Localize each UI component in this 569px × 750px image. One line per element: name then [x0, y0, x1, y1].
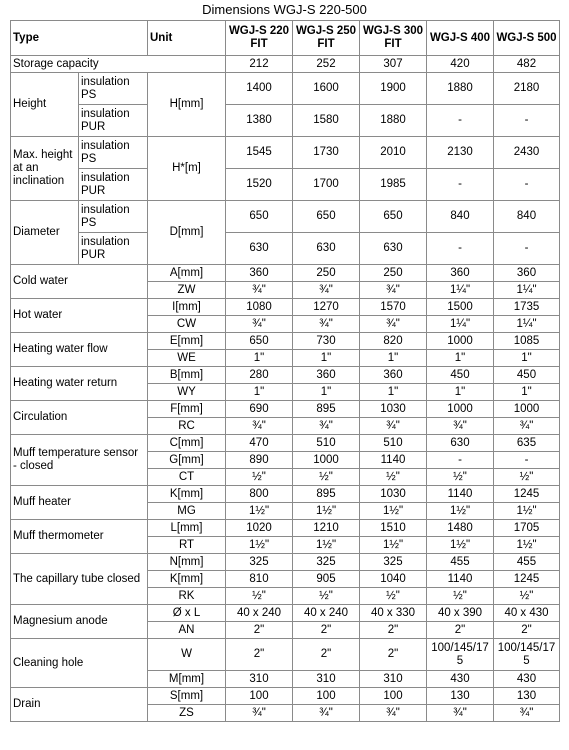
row-unit: CW [148, 316, 226, 333]
table-cell: 430 [494, 671, 560, 688]
table-cell: 325 [226, 554, 293, 571]
table-cell: 1000 [427, 401, 494, 418]
table-cell: 1" [494, 350, 560, 367]
table-cell: 2130 [427, 137, 494, 169]
table-cell: ¾" [360, 705, 427, 722]
table-row [11, 233, 560, 265]
row-sublabel: insulation PUR [79, 105, 148, 137]
table-cell: 1" [226, 384, 293, 401]
table-cell: 1085 [494, 333, 560, 350]
table-cell: - [427, 452, 494, 469]
table-cell: 650 [360, 201, 427, 233]
table-cell: 2" [226, 622, 293, 639]
table-cell: ¾" [226, 705, 293, 722]
table-cell: 2" [360, 639, 427, 671]
table-cell: 1" [427, 350, 494, 367]
table-cell: 430 [427, 671, 494, 688]
table-cell: 420 [427, 56, 494, 73]
table-cell: ¾" [360, 316, 427, 333]
table-cell: 1730 [293, 137, 360, 169]
table-row [11, 137, 560, 169]
table-cell: 1½" [494, 537, 560, 554]
header-model: WGJ-S 250 FIT [293, 21, 360, 56]
table-cell: ¾" [226, 282, 293, 299]
dimensions-table [10, 20, 560, 722]
table-cell: 2010 [360, 137, 427, 169]
table-cell: 1400 [226, 73, 293, 105]
table-cell: 100 [226, 688, 293, 705]
table-cell: 1245 [494, 571, 560, 588]
table-cell: ¾" [427, 418, 494, 435]
table-cell: 1580 [293, 105, 360, 137]
table-row [11, 56, 560, 73]
table-cell: - [427, 169, 494, 201]
row-unit: ZW [148, 282, 226, 299]
table-cell: 455 [427, 554, 494, 571]
header-model: WGJ-S 300 FIT [360, 21, 427, 56]
table-cell: 650 [226, 201, 293, 233]
table-cell: 325 [293, 554, 360, 571]
table-cell: 2180 [494, 73, 560, 105]
row-unit: RK [148, 588, 226, 605]
table-row [11, 169, 560, 201]
table-cell: ½" [494, 588, 560, 605]
table-cell: 510 [293, 435, 360, 452]
table-row [11, 520, 560, 537]
table-cell: - [494, 105, 560, 137]
table-cell: 650 [293, 201, 360, 233]
row-sublabel: insulation PS [79, 137, 148, 169]
table-cell: 1" [360, 350, 427, 367]
table-cell: 360 [226, 265, 293, 282]
row-unit: K[mm] [148, 486, 226, 503]
table-cell: 250 [293, 265, 360, 282]
table-cell: 100 [360, 688, 427, 705]
page-title: Dimensions WGJ-S 220-500 [202, 2, 367, 17]
table-row [11, 435, 560, 452]
table-cell: 40 x 430 [494, 605, 560, 622]
table-cell: 630 [360, 233, 427, 265]
row-unit: C[mm] [148, 435, 226, 452]
row-label: Diameter [11, 201, 79, 265]
row-label: Muff heater [11, 486, 148, 520]
table-cell: ½" [427, 588, 494, 605]
table-row [11, 367, 560, 384]
table-cell: 840 [494, 201, 560, 233]
table-cell: 1½" [427, 537, 494, 554]
row-unit: MG [148, 503, 226, 520]
table-cell: 455 [494, 554, 560, 571]
table-cell: 40 x 330 [360, 605, 427, 622]
table-row [11, 688, 560, 705]
row-sublabel: insulation PS [79, 73, 148, 105]
table-row [11, 265, 560, 282]
table-row [11, 605, 560, 622]
row-label: Cold water [11, 265, 148, 299]
row-label: Hot water [11, 299, 148, 333]
row-unit: I[mm] [148, 299, 226, 316]
table-row [11, 299, 560, 316]
table-cell: 1040 [360, 571, 427, 588]
table-cell: 310 [360, 671, 427, 688]
table-cell: 130 [427, 688, 494, 705]
row-sublabel: insulation PS [79, 201, 148, 233]
table-cell: 1270 [293, 299, 360, 316]
table-cell: 1¼" [427, 282, 494, 299]
table-cell: 1000 [293, 452, 360, 469]
table-cell: 1000 [427, 333, 494, 350]
table-cell: 1000 [494, 401, 560, 418]
table-cell: 730 [293, 333, 360, 350]
table-row [11, 486, 560, 503]
table-cell: ¾" [226, 316, 293, 333]
table-cell: 100/145/175 [494, 639, 560, 671]
table-cell: 40 x 240 [293, 605, 360, 622]
table-cell: 1520 [226, 169, 293, 201]
table-cell: 2" [360, 622, 427, 639]
header-type: Type [11, 21, 148, 56]
table-cell: ¾" [293, 418, 360, 435]
table-cell: 40 x 390 [427, 605, 494, 622]
table-row [11, 401, 560, 418]
table-cell: 130 [494, 688, 560, 705]
row-label: Storage capacity [11, 56, 226, 73]
table-cell: ½" [226, 588, 293, 605]
row-unit: G[mm] [148, 452, 226, 469]
row-label: Muff temperature sensor - closed [11, 435, 148, 486]
table-cell: 630 [293, 233, 360, 265]
table-cell: 482 [494, 56, 560, 73]
table-cell: 212 [226, 56, 293, 73]
table-cell: 40 x 240 [226, 605, 293, 622]
header-model: WGJ-S 400 [427, 21, 494, 56]
table-cell: 800 [226, 486, 293, 503]
table-cell: 1030 [360, 401, 427, 418]
row-unit: CT [148, 469, 226, 486]
row-label: Drain [11, 688, 148, 722]
row-label: Heating water return [11, 367, 148, 401]
table-cell: 810 [226, 571, 293, 588]
table-cell: 1600 [293, 73, 360, 105]
table-cell: 1140 [360, 452, 427, 469]
row-sublabel: insulation PUR [79, 233, 148, 265]
table-cell: 2" [494, 622, 560, 639]
table-cell: ½" [360, 588, 427, 605]
row-label: Cleaning hole [11, 639, 148, 688]
table-cell: 1020 [226, 520, 293, 537]
table-cell: ½" [293, 469, 360, 486]
table-cell: 1245 [494, 486, 560, 503]
row-unit: S[mm] [148, 688, 226, 705]
row-sublabel: insulation PUR [79, 169, 148, 201]
table-row [11, 554, 560, 571]
table-cell: 1¼" [494, 282, 560, 299]
table-cell: - [494, 169, 560, 201]
table-cell: 1880 [427, 73, 494, 105]
table-cell: 1900 [360, 73, 427, 105]
table-cell: 630 [226, 233, 293, 265]
table-cell: 1140 [427, 571, 494, 588]
table-cell: ½" [427, 469, 494, 486]
row-unit: N[mm] [148, 554, 226, 571]
table-cell: 1½" [360, 537, 427, 554]
table-cell: 1" [494, 384, 560, 401]
table-cell: 307 [360, 56, 427, 73]
table-cell: 1880 [360, 105, 427, 137]
row-label: Magnesium anode [11, 605, 148, 639]
table-cell: ¾" [293, 705, 360, 722]
row-unit: M[mm] [148, 671, 226, 688]
table-cell: 1½" [226, 503, 293, 520]
header-model: WGJ-S 500 [494, 21, 560, 56]
row-unit: K[mm] [148, 571, 226, 588]
table-cell: 2" [293, 639, 360, 671]
table-cell: 890 [226, 452, 293, 469]
table-cell: 650 [226, 333, 293, 350]
table-cell: ¾" [293, 316, 360, 333]
table-cell: ½" [360, 469, 427, 486]
table-cell: 895 [293, 401, 360, 418]
table-cell: ¾" [494, 418, 560, 435]
table-cell: ¾" [293, 282, 360, 299]
table-cell: 1700 [293, 169, 360, 201]
table-cell: 1480 [427, 520, 494, 537]
table-cell: 2" [427, 622, 494, 639]
table-cell: 470 [226, 435, 293, 452]
table-cell: 1140 [427, 486, 494, 503]
table-cell: 250 [360, 265, 427, 282]
header-model: WGJ-S 220 FIT [226, 21, 293, 56]
table-cell: 360 [293, 367, 360, 384]
table-cell: 1¼" [427, 316, 494, 333]
table-cell: 1" [293, 350, 360, 367]
table-cell: - [427, 105, 494, 137]
table-cell: 1" [293, 384, 360, 401]
table-cell: 1½" [360, 503, 427, 520]
table-cell: 2430 [494, 137, 560, 169]
table-cell: 1735 [494, 299, 560, 316]
table-cell: 1380 [226, 105, 293, 137]
table-cell: 450 [494, 367, 560, 384]
table-cell: 100 [293, 688, 360, 705]
table-row [11, 201, 560, 233]
table-cell: 1570 [360, 299, 427, 316]
row-label: Max. height at an inclination [11, 137, 79, 201]
table-cell: 325 [360, 554, 427, 571]
table-cell: 905 [293, 571, 360, 588]
table-cell: 1510 [360, 520, 427, 537]
table-cell: 310 [226, 671, 293, 688]
table-cell: ½" [226, 469, 293, 486]
table-cell: ¾" [427, 705, 494, 722]
table-cell: 1210 [293, 520, 360, 537]
row-unit: L[mm] [148, 520, 226, 537]
table-cell: 450 [427, 367, 494, 384]
table-row [11, 73, 560, 105]
table-cell: - [427, 233, 494, 265]
table-cell: 1030 [360, 486, 427, 503]
header-row [11, 21, 560, 56]
table-cell: 1½" [293, 503, 360, 520]
table-cell: 1" [360, 384, 427, 401]
row-unit: AN [148, 622, 226, 639]
table-row [11, 333, 560, 350]
table-cell: ¾" [226, 418, 293, 435]
table-cell: 630 [427, 435, 494, 452]
table-cell: 820 [360, 333, 427, 350]
table-cell: 510 [360, 435, 427, 452]
row-unit: E[mm] [148, 333, 226, 350]
table-cell: - [494, 452, 560, 469]
row-unit: A[mm] [148, 265, 226, 282]
table-row [11, 639, 560, 671]
table-cell: ¾" [360, 418, 427, 435]
table-cell: ½" [293, 588, 360, 605]
row-unit: H*[m] [148, 137, 226, 201]
table-cell: 360 [494, 265, 560, 282]
table-cell: 840 [427, 201, 494, 233]
row-label: Height [11, 73, 79, 137]
table-cell: 2" [293, 622, 360, 639]
row-unit: W [148, 639, 226, 671]
row-unit: B[mm] [148, 367, 226, 384]
table-cell: 1½" [226, 537, 293, 554]
table-cell: - [494, 233, 560, 265]
row-unit: WE [148, 350, 226, 367]
table-cell: 895 [293, 486, 360, 503]
table-cell: ½" [494, 469, 560, 486]
row-label: The capillary tube closed [11, 554, 148, 605]
row-unit: RC [148, 418, 226, 435]
table-cell: 1705 [494, 520, 560, 537]
row-unit: WY [148, 384, 226, 401]
header-unit: Unit [148, 21, 226, 56]
row-label: Heating water flow [11, 333, 148, 367]
table-cell: 2" [226, 639, 293, 671]
table-cell: 100/145/175 [427, 639, 494, 671]
table-cell: 360 [427, 265, 494, 282]
table-row [11, 105, 560, 137]
row-unit: H[mm] [148, 73, 226, 137]
table-cell: 360 [360, 367, 427, 384]
table-cell: 1¼" [494, 316, 560, 333]
row-label: Muff thermometer [11, 520, 148, 554]
row-label: Circulation [11, 401, 148, 435]
table-cell: 1½" [427, 503, 494, 520]
table-cell: 1" [427, 384, 494, 401]
table-cell: 1" [226, 350, 293, 367]
table-cell: 1545 [226, 137, 293, 169]
table-cell: 1½" [293, 537, 360, 554]
table-cell: 280 [226, 367, 293, 384]
table-cell: 1080 [226, 299, 293, 316]
table-cell: 252 [293, 56, 360, 73]
table-cell: 690 [226, 401, 293, 418]
row-unit: D[mm] [148, 201, 226, 265]
table-cell: 1½" [494, 503, 560, 520]
table-cell: 1500 [427, 299, 494, 316]
table-cell: 310 [293, 671, 360, 688]
table-cell: ¾" [494, 705, 560, 722]
row-unit: Ø x L [148, 605, 226, 622]
table-cell: ¾" [360, 282, 427, 299]
row-unit: F[mm] [148, 401, 226, 418]
row-unit: ZS [148, 705, 226, 722]
table-cell: 1985 [360, 169, 427, 201]
table-cell: 635 [494, 435, 560, 452]
row-unit: RT [148, 537, 226, 554]
